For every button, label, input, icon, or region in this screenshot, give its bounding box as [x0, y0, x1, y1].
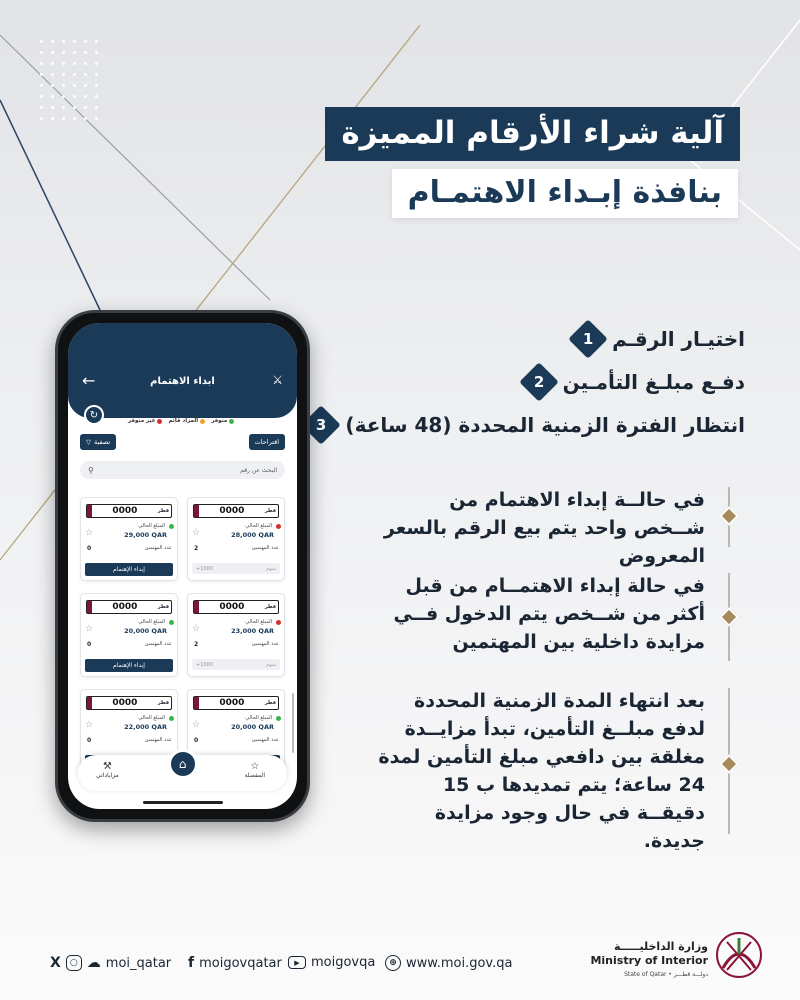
status-dot [169, 716, 174, 721]
legend-auction: المزاد قائم [168, 418, 205, 424]
plate-card[interactable]: 0000 قطر المبلغ الحالي 29,000 QAR ☆ عدد المهتمين 0 إبداء الإهتمام [80, 497, 178, 581]
plate: 0000 قطر [86, 696, 172, 710]
bottom-nav [78, 755, 287, 791]
step-1 [574, 325, 745, 353]
express-interest-button[interactable]: إبداء الإهتمام [85, 659, 173, 672]
subtitle: بنافذة إبـداء الاهتمـام [392, 169, 738, 218]
back-arrow-icon[interactable]: ← [82, 371, 96, 390]
social-twitter[interactable]: X ○ ☁ moi_qatar [50, 955, 172, 971]
step-text: اختيـار الرقـم [612, 327, 745, 351]
phone-mockup [55, 310, 310, 822]
step-2 [525, 368, 745, 396]
app-header [68, 323, 297, 418]
ministry-logo-text: وزارة الداخليـــــة Ministry of Interior State of Qatar • دولـــة قطـــر [590, 940, 708, 978]
status-dot [169, 620, 174, 625]
home-indicator [143, 801, 223, 804]
status-dot [169, 524, 174, 529]
main-title: آلية شراء الأرقام المميزة [325, 107, 740, 161]
refresh-icon[interactable]: ↻ [84, 405, 104, 425]
plate: 0000 قطر [193, 504, 279, 518]
x-icon: X [50, 955, 61, 971]
bid-input[interactable]: +1000 سوم [192, 563, 280, 574]
instagram-icon: ○ [66, 955, 82, 971]
filter-icon: ▽ [86, 438, 91, 446]
status-dot [276, 620, 281, 625]
legend-unavailable: غير متوفر [128, 418, 162, 424]
star-icon[interactable]: ☆ [85, 720, 94, 730]
snapchat-icon: ☁ [86, 955, 101, 971]
suggestions-button[interactable]: اقتراحات [249, 434, 285, 450]
social-youtube[interactable]: ▶ moigovqa [288, 955, 375, 970]
plate: 0000 قطر [86, 600, 172, 614]
star-icon[interactable]: ☆ [192, 528, 201, 538]
filter-button[interactable]: ▽ تصفية [80, 434, 116, 450]
plate: 0000 قطر [193, 696, 279, 710]
step-number-badge: 1 [568, 319, 608, 359]
plate-card[interactable]: 0000 قطر المبلغ الحالي 20,000 QAR ☆ عدد المهتمين 0 إبداء الإهتمام [80, 593, 178, 677]
star-icon[interactable]: ☆ [192, 624, 201, 634]
step-text: دفـع مبلـغ التأمـين [562, 370, 745, 394]
globe-icon: ⊕ [385, 955, 401, 971]
star-icon: ☆ [250, 761, 260, 772]
home-icon[interactable]: ⌂ [168, 749, 198, 779]
phone-screen [68, 323, 297, 809]
plate-card[interactable]: 0000 قطر المبلغ الحالي 28,000 QAR ☆ عدد المهتمين 2 +1000 سوم [187, 497, 285, 581]
emblem-icon: ⚔ [272, 373, 283, 387]
info-block-3: بعد انتهاء المدة الزمنية المحددة لدفع مبلــغ التأمين، تبدأ مزايــدة مغلقة بين دافعي مبلغ التأمين لمدة 24 ساعة؛ يتم تمديدها ب 15 دقيقــة في حال وجود مزايدة جديدة. [378, 690, 705, 852]
status-dot [276, 524, 281, 529]
status-legend [128, 418, 234, 424]
screen-title: ابداء الاهتمام [150, 376, 215, 387]
scrollbar[interactable] [292, 693, 294, 753]
nav-favorites[interactable]: ☆ المفضلة [244, 761, 265, 779]
facebook-icon: f [188, 955, 195, 971]
bid-input[interactable]: +1000 سوم [192, 659, 280, 670]
youtube-icon: ▶ [288, 956, 306, 969]
step-number-badge: 3 [302, 405, 342, 445]
search-icon: ⚲ [88, 465, 94, 475]
legend-available: متوفر [211, 418, 234, 424]
step-text: انتظار الفترة الزمنية المحددة (48 ساعة) [345, 413, 745, 437]
plate: 0000 قطر [193, 600, 279, 614]
star-icon[interactable]: ☆ [85, 624, 94, 634]
step-3 [307, 411, 745, 439]
step-number-badge: 2 [519, 362, 559, 402]
plate-card[interactable]: 0000 قطر المبلغ الحالي 22,000 QAR ☆ عدد المهتمين 0 [80, 689, 178, 773]
express-interest-button[interactable]: إبداء الإهتمام [85, 563, 173, 576]
qatar-emblem-icon [713, 930, 765, 980]
plate-card[interactable]: 0000 قطر المبلغ الحالي 23,000 QAR ☆ عدد المهتمين 2 +1000 سوم [187, 593, 285, 677]
plate-card[interactable]: 0000 قطر المبلغ الحالي 20,000 QAR ☆ عدد المهتمين 0 [187, 689, 285, 773]
plate: 0000 قطر [86, 504, 172, 518]
dot-pattern [36, 36, 106, 124]
info-block-1: في حالــة إبداء الاهتمام من شــخص واحد يتم بيع الرقم بالسعر المعروض [383, 489, 705, 567]
star-icon[interactable]: ☆ [192, 720, 201, 730]
search-input[interactable]: البحث عن رقم ⚲ [80, 461, 285, 479]
gavel-icon: ⚒ [102, 761, 112, 772]
website-link[interactable]: ⊕ www.moi.gov.qa [385, 955, 512, 971]
nav-my-auctions[interactable]: ⚒ مزاياداتي [96, 761, 119, 779]
social-facebook[interactable]: f moigovqatar [188, 955, 282, 971]
status-dot [276, 716, 281, 721]
star-icon[interactable]: ☆ [85, 528, 94, 538]
info-block-2: في حالة إبداء الاهتمــام من قبل أكثر من شــخص يتم الدخول فــي مزايدة داخلية بين المهتمين [393, 575, 705, 653]
